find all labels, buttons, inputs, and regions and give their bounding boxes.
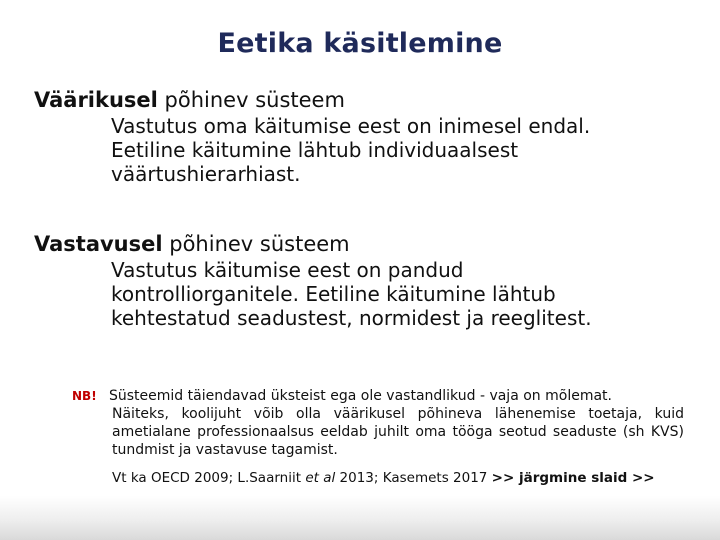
section-term: Vastavusel: [34, 232, 163, 256]
section-body: [111, 114, 694, 186]
body-line: Vastutus käitumise eest on pandud: [111, 258, 464, 282]
section-term: Väärikusel: [34, 88, 158, 112]
section-heading: [34, 86, 694, 114]
section-dignity-system: [34, 86, 694, 186]
references-line: [112, 469, 692, 487]
note-first-line: [72, 387, 684, 405]
note-first-text: Süsteemid täiendavad üksteist ega ole vastandlikud - vaja on mõlemat.: [109, 388, 612, 404]
section-suffix: põhinev süsteem: [157, 88, 345, 112]
section-body: [111, 258, 694, 330]
next-slide-link[interactable]: >> järgmine slaid >>: [491, 470, 655, 486]
note-continuation: Näiteks, koolijuht võib olla väärikusel põhineva lähenemise toetaja, kuid ametialane professionaalsus eeldab juhilt oma tööga seotud seaduste (sh KVS) tundmist ja vastavuse tagamist.: [112, 406, 684, 458]
note-block: [72, 387, 684, 459]
footer-gradient-band: [0, 496, 720, 540]
section-compliance-system: [34, 230, 694, 330]
body-line: väärtushierarhiast.: [111, 162, 301, 186]
body-line: kehtestatud seadustest, normidest ja reeglitest.: [111, 306, 592, 330]
body-line: Vastutus oma käitumise eest on inimesel endal.: [111, 114, 591, 138]
section-heading: [34, 230, 694, 258]
slide-title: Eetika käsitlemine: [217, 28, 503, 59]
body-line: kontrolliorganitele. Eetiline käitumine lähtub: [111, 282, 556, 306]
references-text-2: 2013; Kasemets 2017: [335, 470, 492, 486]
references-et-al: et al: [305, 470, 336, 486]
nb-marker: NB!: [72, 389, 97, 403]
body-line: Eetiline käitumine lähtub individuaalsest: [111, 138, 519, 162]
section-suffix: põhinev süsteem: [162, 232, 350, 256]
references-text: Vt ka OECD 2009; L.Saarniit: [112, 470, 306, 486]
